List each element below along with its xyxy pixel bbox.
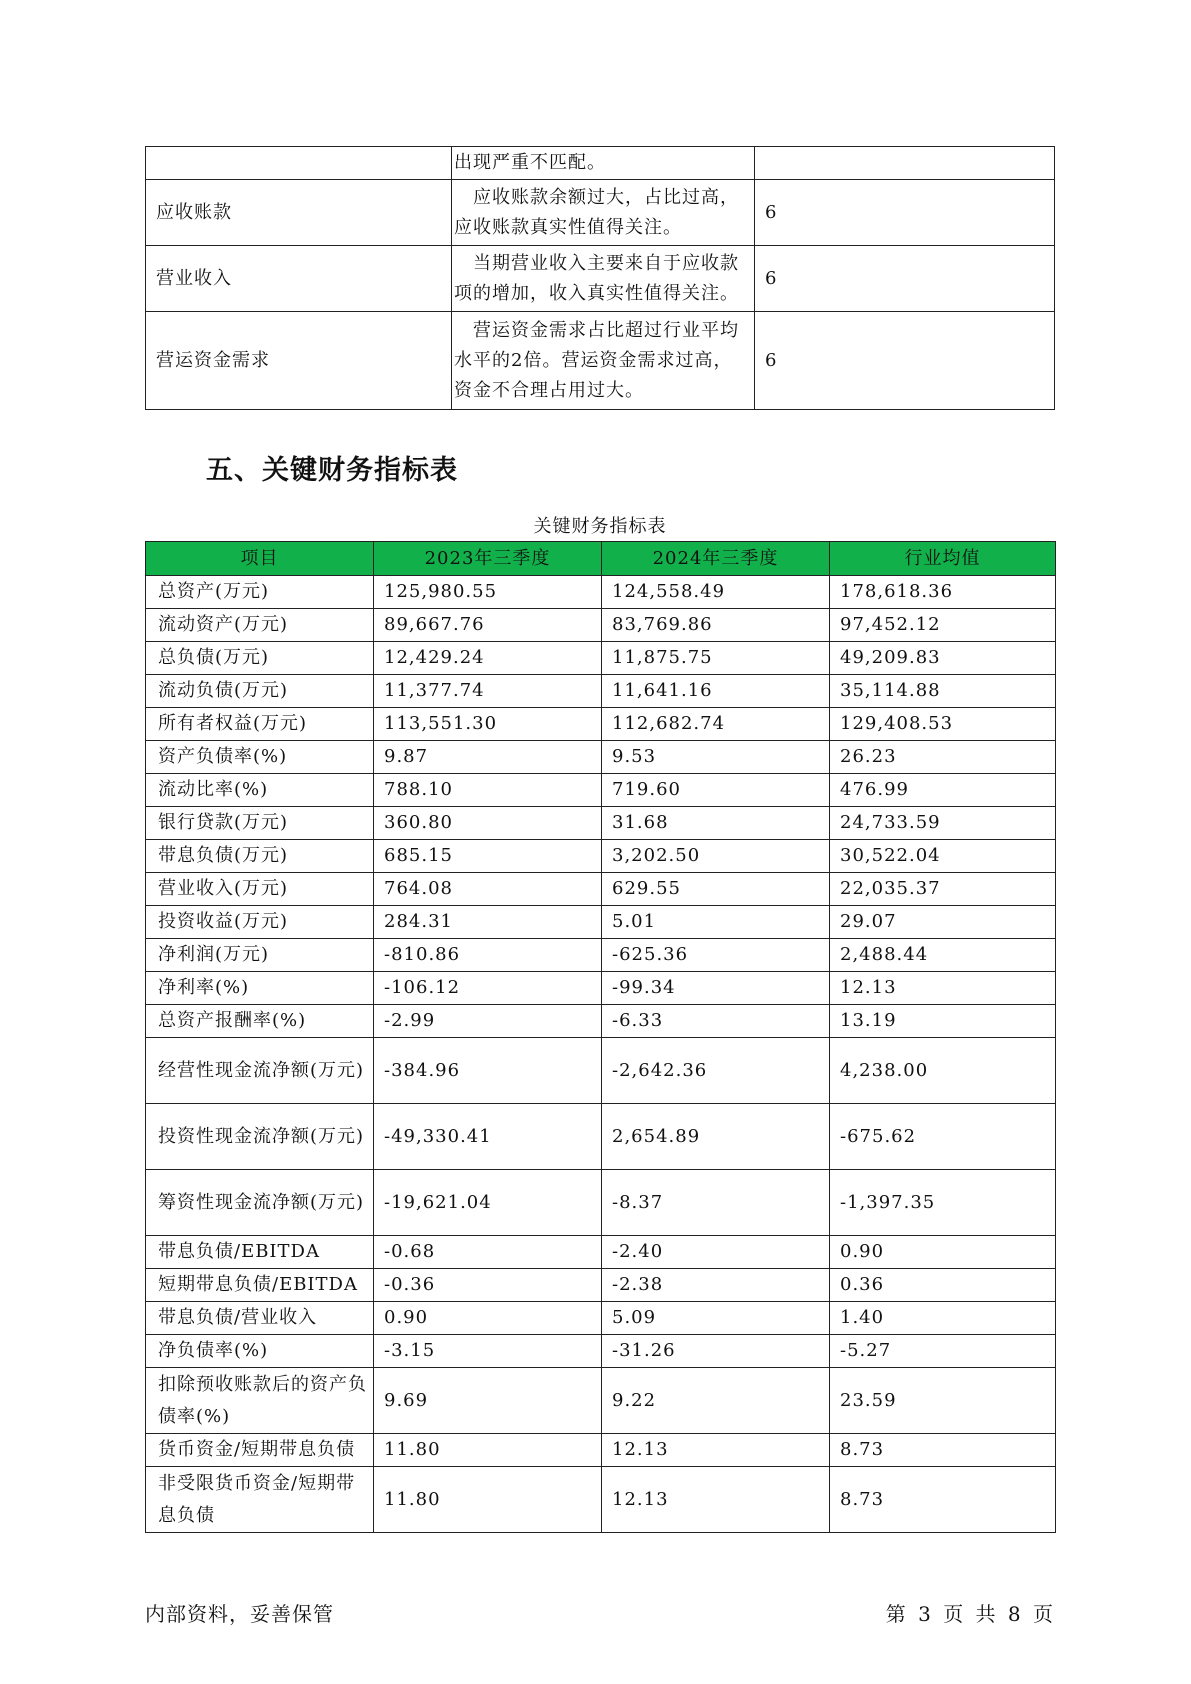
value-2023q3-cell: 360.80 bbox=[374, 807, 602, 840]
indicator-name-cell: 总资产报酬率(%) bbox=[146, 1005, 374, 1038]
indicator-name-cell: 货币资金/短期带息负债 bbox=[146, 1434, 374, 1467]
value-2024q3-cell: 9.53 bbox=[602, 741, 830, 774]
footer-page-number: 第 3 页 共 8 页 bbox=[885, 1602, 1054, 1626]
value-2023q3-cell: 9.69 bbox=[374, 1368, 602, 1434]
value-2023q3-cell: 685.15 bbox=[374, 840, 602, 873]
industry-avg-cell: 49,209.83 bbox=[830, 642, 1056, 675]
table-row bbox=[146, 1467, 1056, 1533]
indicator-name-cell: 经营性现金流净额(万元) bbox=[146, 1038, 374, 1104]
indicator-name-cell: 投资性现金流净额(万元) bbox=[146, 1104, 374, 1170]
table-row bbox=[146, 1104, 1056, 1170]
industry-avg-cell: 29.07 bbox=[830, 906, 1056, 939]
value-2024q3-cell: 12.13 bbox=[602, 1434, 830, 1467]
table-row bbox=[146, 1269, 1056, 1302]
indicator-name-cell: 总负债(万元) bbox=[146, 642, 374, 675]
value-2024q3-cell: 719.60 bbox=[602, 774, 830, 807]
table-caption: 关键财务指标表 bbox=[533, 516, 667, 537]
value-2024q3-cell: 5.09 bbox=[602, 1302, 830, 1335]
industry-avg-cell: 129,408.53 bbox=[830, 708, 1056, 741]
value-2024q3-cell: -2.40 bbox=[602, 1236, 830, 1269]
value-2023q3-cell: 12,429.24 bbox=[374, 642, 602, 675]
value-2024q3-cell: 31.68 bbox=[602, 807, 830, 840]
header-item: 项目 bbox=[146, 542, 374, 576]
table-row bbox=[146, 576, 1056, 609]
value-2023q3-cell: 125,980.55 bbox=[374, 576, 602, 609]
risk-desc-cell: 营运资金需求占比超过行业平均水平的2倍。营运资金需求过高，资金不合理占用过大。 bbox=[452, 312, 755, 410]
risk-score-cell: 6 bbox=[755, 312, 1055, 410]
value-2023q3-cell: 788.10 bbox=[374, 774, 602, 807]
indicator-name-cell: 筹资性现金流净额(万元) bbox=[146, 1170, 374, 1236]
industry-avg-cell: 8.73 bbox=[830, 1467, 1056, 1533]
industry-avg-cell: -5.27 bbox=[830, 1335, 1056, 1368]
industry-avg-cell: 12.13 bbox=[830, 972, 1056, 1005]
indicator-name-cell: 流动资产(万元) bbox=[146, 609, 374, 642]
value-2024q3-cell: 11,641.16 bbox=[602, 675, 830, 708]
industry-avg-cell: 35,114.88 bbox=[830, 675, 1056, 708]
risk-table bbox=[145, 146, 1055, 410]
value-2023q3-cell: -49,330.41 bbox=[374, 1104, 602, 1170]
value-2024q3-cell: 12.13 bbox=[602, 1467, 830, 1533]
indicator-name-cell: 流动比率(%) bbox=[146, 774, 374, 807]
risk-score-cell: 6 bbox=[755, 180, 1055, 246]
industry-avg-cell: 22,035.37 bbox=[830, 873, 1056, 906]
table-row bbox=[146, 1434, 1056, 1467]
value-2023q3-cell: 11.80 bbox=[374, 1434, 602, 1467]
table-row bbox=[146, 1005, 1056, 1038]
risk-desc-cell: 应收账款余额过大，占比过高，应收账款真实性值得关注。 bbox=[452, 180, 755, 246]
header-2023q3: 2023年三季度 bbox=[374, 542, 602, 576]
header-2024q3: 2024年三季度 bbox=[602, 542, 830, 576]
value-2023q3-cell: 764.08 bbox=[374, 873, 602, 906]
value-2024q3-cell: 3,202.50 bbox=[602, 840, 830, 873]
table-row bbox=[146, 312, 1055, 410]
indicator-name-cell: 短期带息负债/EBITDA bbox=[146, 1269, 374, 1302]
table-row bbox=[146, 1170, 1056, 1236]
industry-avg-cell: -675.62 bbox=[830, 1104, 1056, 1170]
value-2024q3-cell: -8.37 bbox=[602, 1170, 830, 1236]
indicator-name-cell: 净负债率(%) bbox=[146, 1335, 374, 1368]
value-2024q3-cell: 112,682.74 bbox=[602, 708, 830, 741]
industry-avg-cell: 4,238.00 bbox=[830, 1038, 1056, 1104]
indicator-name-cell: 流动负债(万元) bbox=[146, 675, 374, 708]
value-2024q3-cell: -6.33 bbox=[602, 1005, 830, 1038]
value-2023q3-cell: -2.99 bbox=[374, 1005, 602, 1038]
table-row bbox=[146, 642, 1056, 675]
financial-indicator-table bbox=[145, 541, 1056, 1533]
indicator-name-cell: 非受限货币资金/短期带息负债 bbox=[146, 1467, 374, 1533]
risk-item-cell: 营运资金需求 bbox=[146, 312, 452, 410]
risk-score-cell bbox=[755, 147, 1055, 180]
industry-avg-cell: 30,522.04 bbox=[830, 840, 1056, 873]
table-row bbox=[146, 1302, 1056, 1335]
value-2023q3-cell: -106.12 bbox=[374, 972, 602, 1005]
indicator-name-cell: 银行贷款(万元) bbox=[146, 807, 374, 840]
table-row bbox=[146, 708, 1056, 741]
risk-item-cell: 应收账款 bbox=[146, 180, 452, 246]
value-2024q3-cell: -2.38 bbox=[602, 1269, 830, 1302]
value-2024q3-cell: -99.34 bbox=[602, 972, 830, 1005]
value-2024q3-cell: 2,654.89 bbox=[602, 1104, 830, 1170]
value-2023q3-cell: 113,551.30 bbox=[374, 708, 602, 741]
table-row bbox=[146, 774, 1056, 807]
value-2023q3-cell: -0.68 bbox=[374, 1236, 602, 1269]
value-2024q3-cell: -2,642.36 bbox=[602, 1038, 830, 1104]
value-2024q3-cell: -31.26 bbox=[602, 1335, 830, 1368]
value-2023q3-cell: -3.15 bbox=[374, 1335, 602, 1368]
value-2023q3-cell: -810.86 bbox=[374, 939, 602, 972]
table-row bbox=[146, 840, 1056, 873]
table-row bbox=[146, 906, 1056, 939]
indicator-name-cell: 扣除预收账款后的资产负债率(%) bbox=[146, 1368, 374, 1434]
table-row bbox=[146, 180, 1055, 246]
value-2023q3-cell: 284.31 bbox=[374, 906, 602, 939]
table-row bbox=[146, 972, 1056, 1005]
risk-desc-cell: 出现严重不匹配。 bbox=[452, 147, 755, 180]
value-2023q3-cell: 89,667.76 bbox=[374, 609, 602, 642]
table-row bbox=[146, 246, 1055, 312]
industry-avg-cell: 97,452.12 bbox=[830, 609, 1056, 642]
footer-confidential: 内部资料，妥善保管 bbox=[145, 1602, 334, 1626]
risk-item-cell bbox=[146, 147, 452, 180]
industry-avg-cell: -1,397.35 bbox=[830, 1170, 1056, 1236]
indicator-name-cell: 营业收入(万元) bbox=[146, 873, 374, 906]
indicator-name-cell: 带息负债/EBITDA bbox=[146, 1236, 374, 1269]
indicator-name-cell: 带息负债/营业收入 bbox=[146, 1302, 374, 1335]
industry-avg-cell: 0.36 bbox=[830, 1269, 1056, 1302]
industry-avg-cell: 23.59 bbox=[830, 1368, 1056, 1434]
value-2023q3-cell: -0.36 bbox=[374, 1269, 602, 1302]
industry-avg-cell: 26.23 bbox=[830, 741, 1056, 774]
industry-avg-cell: 8.73 bbox=[830, 1434, 1056, 1467]
risk-score-cell: 6 bbox=[755, 246, 1055, 312]
table-row bbox=[146, 609, 1056, 642]
industry-avg-cell: 24,733.59 bbox=[830, 807, 1056, 840]
table-row bbox=[146, 675, 1056, 708]
industry-avg-cell: 178,618.36 bbox=[830, 576, 1056, 609]
value-2024q3-cell: 5.01 bbox=[602, 906, 830, 939]
table-row bbox=[146, 1236, 1056, 1269]
value-2024q3-cell: 629.55 bbox=[602, 873, 830, 906]
indicator-name-cell: 所有者权益(万元) bbox=[146, 708, 374, 741]
value-2023q3-cell: 9.87 bbox=[374, 741, 602, 774]
value-2024q3-cell: 83,769.86 bbox=[602, 609, 830, 642]
indicator-name-cell: 净利润(万元) bbox=[146, 939, 374, 972]
table-row bbox=[146, 1335, 1056, 1368]
industry-avg-cell: 476.99 bbox=[830, 774, 1056, 807]
indicator-name-cell: 资产负债率(%) bbox=[146, 741, 374, 774]
indicator-name-cell: 带息负债(万元) bbox=[146, 840, 374, 873]
table-header-row bbox=[146, 542, 1056, 576]
risk-item-cell: 营业收入 bbox=[146, 246, 452, 312]
section-heading: 五、关键财务指标表 bbox=[206, 455, 458, 486]
table-row bbox=[146, 741, 1056, 774]
table-row bbox=[146, 1038, 1056, 1104]
table-row bbox=[146, 1368, 1056, 1434]
value-2023q3-cell: 11,377.74 bbox=[374, 675, 602, 708]
table-row bbox=[146, 873, 1056, 906]
value-2023q3-cell: -384.96 bbox=[374, 1038, 602, 1104]
value-2024q3-cell: 124,558.49 bbox=[602, 576, 830, 609]
value-2023q3-cell: 0.90 bbox=[374, 1302, 602, 1335]
value-2024q3-cell: 11,875.75 bbox=[602, 642, 830, 675]
value-2024q3-cell: 9.22 bbox=[602, 1368, 830, 1434]
risk-desc-cell: 当期营业收入主要来自于应收款项的增加，收入真实性值得关注。 bbox=[452, 246, 755, 312]
value-2023q3-cell: 11.80 bbox=[374, 1467, 602, 1533]
table-row bbox=[146, 147, 1055, 180]
indicator-name-cell: 总资产(万元) bbox=[146, 576, 374, 609]
value-2024q3-cell: -625.36 bbox=[602, 939, 830, 972]
industry-avg-cell: 1.40 bbox=[830, 1302, 1056, 1335]
table-row bbox=[146, 807, 1056, 840]
industry-avg-cell: 13.19 bbox=[830, 1005, 1056, 1038]
indicator-name-cell: 净利率(%) bbox=[146, 972, 374, 1005]
table-row bbox=[146, 939, 1056, 972]
header-industry-avg: 行业均值 bbox=[830, 542, 1056, 576]
indicator-name-cell: 投资收益(万元) bbox=[146, 906, 374, 939]
industry-avg-cell: 0.90 bbox=[830, 1236, 1056, 1269]
value-2023q3-cell: -19,621.04 bbox=[374, 1170, 602, 1236]
industry-avg-cell: 2,488.44 bbox=[830, 939, 1056, 972]
